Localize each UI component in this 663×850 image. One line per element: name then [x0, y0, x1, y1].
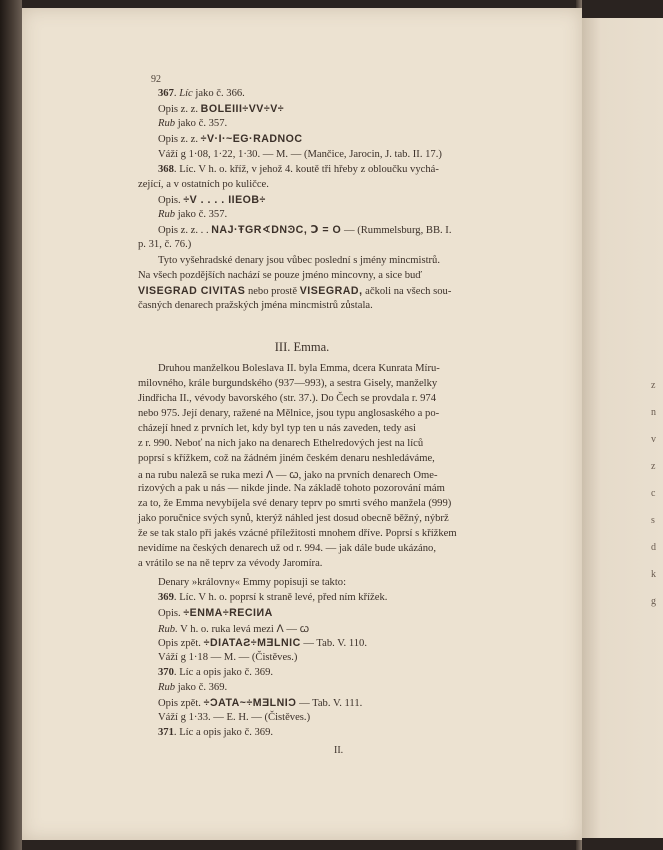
facing-page-letter: z	[651, 380, 656, 391]
book-page	[22, 8, 582, 840]
paragraph-2-line: rizových a pak u nás — nikde jinde. Na základě tohoto pozorování mám	[138, 483, 445, 494]
entry-367-reverse-legend: Opis z. z. ÷V·I·~EG·RADNOC	[158, 133, 303, 145]
paragraph-2-line: že se tak stalo při jakés vzácné příležitosti mnohem dříve. Poprsí s křížkem	[138, 528, 457, 539]
paragraph-2-line: a vrátilo se na ně teprv za vévody Jaromíra.	[138, 558, 323, 569]
entry-367-reverse: Rub jako č. 357.	[158, 118, 228, 129]
entry-368-reference: p. 31, č. 76.)	[138, 239, 192, 250]
emma-intro-line: Denary »královny« Emmy popisuji se takto:	[158, 577, 347, 588]
entry-369-line: 369. Líc. V h. o. poprsí k straně levé, před ním křížek.	[158, 592, 388, 603]
facing-page-letter: v	[651, 434, 656, 445]
mint-name-civitas: VISEGRAD CIVITAS	[138, 285, 246, 297]
paragraph-1-line: VISEGRAD CIVITAS nebo prostě VISEGRAD, ačkoli na všech sou-	[138, 285, 452, 297]
entry-367-weight: Váží g 1·08, 1·22, 1·30. — M. — (Mančice, Jarocin, J. tab. II. 17.)	[158, 149, 442, 160]
facing-page-letter: k	[651, 569, 656, 580]
mint-name-visegrad: VISEGRAD,	[299, 285, 363, 297]
entry-369-obverse-legend: Opis. ÷ENMA÷RECIИA	[158, 607, 273, 619]
facing-page-letter: c	[651, 488, 656, 499]
entry-368-line: 368. Líc. V h. o. kříž, v jehož 4. koutě tři hřeby z obloučku vychá-	[158, 164, 439, 175]
paragraph-2-line: nebo 975. Její denary, ražené na Mělnice, jsou typu anglosaského a po-	[138, 408, 440, 419]
paragraph-2-line: milovného, krále burgundského (937—993), a sestra Gisely, manželky	[138, 378, 438, 389]
entry-368-reverse-legend: Opis z. z. . . NAJ·ŦGR∢DNϿC, Ↄ = O — (Rummelsburg, BB. I.	[158, 224, 452, 236]
facing-page-letter: z	[651, 461, 656, 472]
entry-370-reverse: Rub jako č. 369.	[158, 682, 228, 693]
facing-page-letter: g	[651, 596, 656, 607]
paragraph-2-line: Druhou manželkou Boleslava II. byla Emma, dcera Kunrata Míru-	[158, 363, 440, 374]
paragraph-2-line: cházejí hned z prvních let, kdy byl typ ten u nás zaveden, tedy asi	[138, 423, 416, 434]
entry-370-line: 370. Líc a opis jako č. 369.	[158, 667, 274, 678]
entry-371-line: 371. Líc a opis jako č. 369.	[158, 727, 274, 738]
entry-368-obverse-legend: Opis. ÷V . . . . IIEOB÷	[158, 194, 266, 206]
paragraph-1-line: Tyto vyšehradské denary jsou vůbec poslední s jmény mincmistrů.	[158, 255, 441, 266]
paragraph-1-line: časných denarech pražských jména mincmistrů zůstala.	[138, 300, 373, 311]
facing-page-letter: n	[651, 407, 656, 418]
entry-367-obverse-legend: Opis z. z. BOLEIII÷VV÷V÷	[158, 103, 285, 115]
paragraph-2-line: z r. 990. Neboť na nich jako na denarech Ethelredových jest na líců	[138, 438, 424, 449]
entry-368-continued: zející, a v ostatních po kuličce.	[138, 179, 269, 190]
signature-mark: II.	[334, 745, 344, 756]
entry-370-reverse-legend: Opis zpět. ÷ƆATA~÷MƎLNIƆ — Tab. V. 111.	[158, 697, 363, 709]
entry-369-reverse: Rub. V h. o. ruka levá mezi ⴷ — ꞷ	[158, 624, 310, 635]
paragraph-2-line: Jindřicha II., vévody bavorského (str. 37.). Do Čech se provdala r. 974	[138, 393, 437, 404]
entry-370-weight: Váží g 1·33. — E. H. — (Čistěves.)	[158, 712, 311, 723]
paragraph-2-line: nevidíme na českých denarech už od r. 994. — jak dále bude ukázáno,	[138, 543, 436, 554]
book-spine-shadow	[0, 0, 22, 850]
page-number: 92	[151, 74, 161, 85]
entry-367-line: 367. Líc jako č. 366.	[158, 88, 245, 99]
facing-page-letters	[651, 372, 663, 615]
section-heading: III. Emma.	[274, 340, 330, 354]
entry-368-reverse: Rub jako č. 357.	[158, 209, 228, 220]
facing-page-letter: d	[651, 542, 656, 553]
paragraph-2-line: a na rubu naleză se ruka mezi ⴷ — ꞷ, jako na prvních denarech Ome-	[138, 470, 438, 481]
paragraph-1-line: Na všech pozdějších nachází se pouze jméno mincovny, a sice buď	[138, 270, 423, 281]
paragraph-2-line: poprsí s křížkem, což na žádném jiném českém denaru neshledáváme,	[138, 453, 435, 464]
entry-369-reverse-legend: Opis zpět. ÷DIATAƧ÷MƎLNIC — Tab. V. 110.	[158, 637, 367, 649]
paragraph-2-line: za to, že Emma nevybíjela své denary teprv po smrti svého manžela (999)	[138, 498, 452, 509]
paragraph-2-line: jako poručnice svých synů, kterýž náhled jest dosud obecně běžný, nýbrž	[138, 513, 449, 524]
entry-369-weight: Váží g 1·18 — M. — (Čistěves.)	[158, 652, 298, 663]
facing-page-letter: s	[651, 515, 655, 526]
